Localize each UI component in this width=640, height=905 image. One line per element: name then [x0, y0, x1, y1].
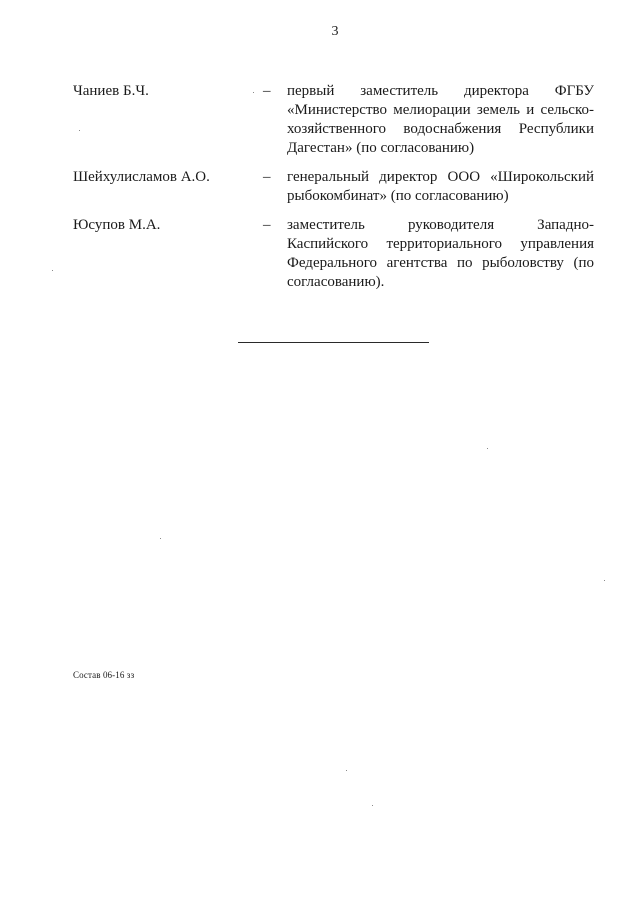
member-role: генеральный директор ООО «Широкольский рыбокомбинат» (по согласованию)	[287, 169, 594, 204]
member-row	[0, 216, 640, 296]
scan-speck	[346, 770, 347, 771]
scan-speck	[372, 805, 373, 806]
member-dash: –	[263, 169, 271, 185]
member-dash: –	[263, 83, 271, 99]
member-role: первый заместитель директора ФГБУ «Министерство мелиорации земель и сельско-хозяйственного водоснабжения Республики Дагестан» (по согласованию)	[287, 83, 594, 156]
member-dash: –	[263, 217, 271, 233]
member-row	[0, 168, 640, 216]
scan-speck	[79, 130, 80, 131]
commission-member-list	[0, 82, 640, 296]
scan-speck	[52, 270, 53, 271]
document-code: Состав 06-16 зз	[73, 670, 135, 680]
member-name: Юсупов М.А.	[73, 217, 161, 233]
closing-separator-line	[238, 342, 429, 343]
member-name: Чаниев Б.Ч.	[73, 83, 149, 99]
scan-speck	[253, 92, 254, 93]
member-name: Шейхулисламов А.О.	[73, 169, 210, 185]
member-row	[0, 82, 640, 168]
page-number: 3	[331, 24, 339, 39]
scan-speck	[604, 580, 605, 581]
member-role: заместитель руководителя Западно-Каспийского территориального управления Федерального агентства по рыболовству (по согласованию).	[287, 217, 594, 290]
scan-speck	[487, 448, 488, 449]
scan-speck	[160, 538, 161, 539]
